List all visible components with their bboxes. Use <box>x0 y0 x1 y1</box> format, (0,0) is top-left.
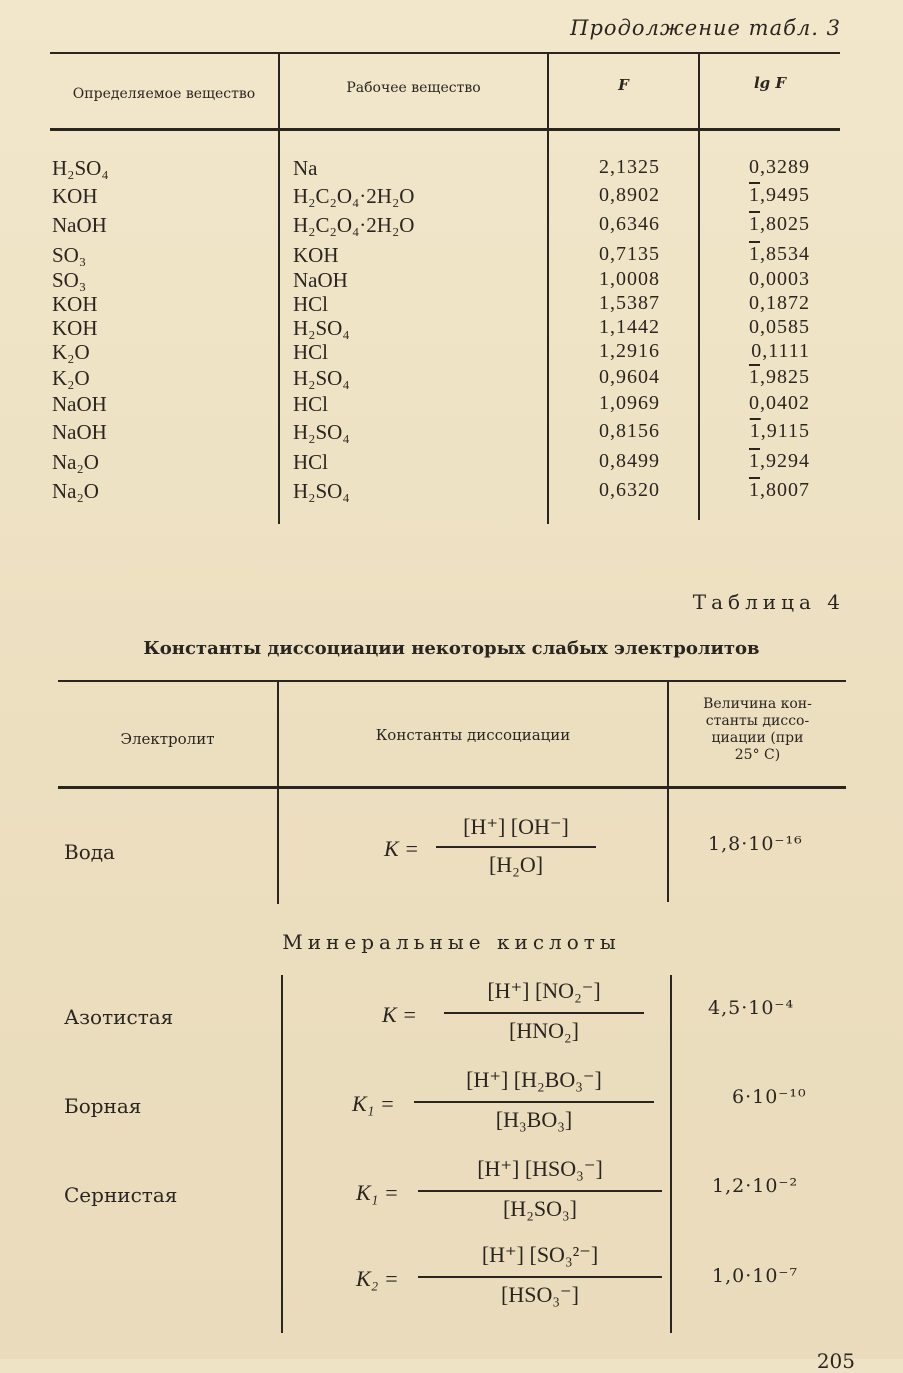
formula-water <box>380 812 620 882</box>
cell-f-value: 0,7135 <box>599 243 660 265</box>
formula-lhs: K = <box>384 836 420 861</box>
cell-determined-substance: Na₂O <box>52 479 99 503</box>
cell-determined-substance: SO₃ <box>52 268 87 292</box>
table-row <box>0 156 903 184</box>
formula-denominator: [HSO₃⁻] <box>501 1282 579 1307</box>
cell-determined-substance: KOH <box>52 184 98 208</box>
formula-lhs: K₁ = <box>352 1091 395 1116</box>
cell-lgf-value: 1,8007 <box>749 479 810 501</box>
table4-header-electrolyte: Электролит <box>120 730 215 748</box>
table-row <box>0 420 903 448</box>
table4-col-divider-1b <box>281 975 283 1333</box>
section-mineral-acids: Минеральные кислоты <box>282 930 621 954</box>
cell-determined-substance: NaOH <box>52 392 107 416</box>
cell-determined-substance: K₂O <box>52 366 90 390</box>
formula-numerator: [H⁺] [NO₂⁻] <box>487 978 601 1003</box>
cell-working-substance: HCl <box>293 292 329 316</box>
formula-lhs: K₂ = <box>356 1266 399 1291</box>
fraction-bar <box>414 1101 654 1103</box>
cell-lgf-value: 0,0003 <box>749 268 810 290</box>
constant-value: 4,5·10⁻⁴ <box>708 997 795 1019</box>
cell-working-substance: KOH <box>293 243 339 267</box>
formula-denominator: [H₂SO₃] <box>502 1196 577 1221</box>
cell-working-substance: Na <box>293 156 318 180</box>
table4-col-divider-1 <box>277 682 279 904</box>
cell-working-substance: H₂SO₄ <box>293 316 350 340</box>
table-row <box>0 366 903 394</box>
cell-determined-substance: KOH <box>52 316 98 340</box>
cell-lgf-value: 0,3289 <box>749 156 810 178</box>
cell-f-value: 2,1325 <box>599 156 660 178</box>
cell-determined-substance: K₂O <box>52 340 90 364</box>
table3-header-rule <box>50 128 840 131</box>
table4-label: Таблица 4 <box>692 590 845 614</box>
cell-lgf-value: 1,8025 <box>749 213 810 235</box>
cell-lgf-value: 1,9495 <box>749 184 810 206</box>
cell-f-value: 1,0969 <box>599 392 660 414</box>
formula-lhs: K₁ = <box>356 1180 399 1205</box>
formula-numerator: [H⁺] [HSO₃⁻] <box>477 1156 603 1181</box>
cell-lgf-value: 1,8534 <box>749 243 810 265</box>
constant-value: 1,2·10⁻² <box>712 1175 799 1197</box>
table3-header-lgf: lg F <box>753 74 787 92</box>
cell-f-value: 0,6320 <box>599 479 660 501</box>
cell-f-value: 1,5387 <box>599 292 660 314</box>
cell-f-value: 0,8902 <box>599 184 660 206</box>
cell-determined-substance: KOH <box>52 292 98 316</box>
table4-top-rule <box>58 680 846 682</box>
electrolyte-name: Азотистая <box>64 1005 174 1029</box>
cell-lgf-value: 1,9294 <box>749 450 810 472</box>
table3-header-f: F <box>618 76 629 94</box>
cell-f-value: 1,1442 <box>599 316 660 338</box>
electrolyte-name: Борная <box>64 1094 142 1118</box>
electrolyte-name: Сернистая <box>64 1183 178 1207</box>
formula <box>356 1154 670 1230</box>
formula-lhs: K = <box>382 1002 418 1027</box>
cell-f-value: 0,8499 <box>599 450 660 472</box>
table-row <box>0 213 903 241</box>
cell-f-value: 0,6346 <box>599 213 660 235</box>
cell-working-substance: H₂SO₄ <box>293 420 350 444</box>
constant-value: 1,0·10⁻⁷ <box>712 1265 799 1287</box>
cell-lgf-value: 0,0402 <box>749 392 810 414</box>
table4-title: Константы диссоциации некоторых слабых электролитов <box>143 638 760 659</box>
table4-header-value <box>669 696 846 764</box>
formula-denominator: [HNO₂] <box>509 1018 579 1043</box>
table-row <box>0 450 903 478</box>
table4-header-constants: Константы диссоциации <box>375 726 571 744</box>
formula <box>382 976 652 1052</box>
cell-f-value: 1,2916 <box>599 340 660 362</box>
table-row <box>0 184 903 212</box>
cell-working-substance: HCl <box>293 392 329 416</box>
table-row <box>0 340 903 368</box>
formula-denominator: [H₃BO₃] <box>495 1107 573 1132</box>
table4-header-value-line-3: циации (при <box>711 730 804 746</box>
cell-working-substance: HCl <box>293 450 329 474</box>
table4-header-value-line-1: Величина кон- <box>703 696 812 712</box>
cell-f-value: 0,9604 <box>599 366 660 388</box>
formula-numerator: [H⁺] [OH⁻] <box>463 814 569 839</box>
cell-working-substance: H₂C₂O₄·2H₂O <box>293 213 415 237</box>
fraction-bar <box>418 1190 662 1192</box>
cell-working-substance: HCl <box>293 340 329 364</box>
fraction-bar <box>444 1012 644 1014</box>
cell-f-value: 1,0008 <box>599 268 660 290</box>
formula <box>356 1240 670 1316</box>
table3-header-working: Рабочее вещество <box>346 80 481 96</box>
constant-value-water: 1,8·10⁻¹⁶ <box>708 833 803 855</box>
table3-top-rule <box>50 52 840 54</box>
cell-working-substance: H₂SO₄ <box>293 366 350 390</box>
table4-col-divider-2b <box>670 975 672 1333</box>
continuation-label: Продолжение табл. 3 <box>570 16 841 40</box>
cell-lgf-value: 0,0585 <box>749 316 810 338</box>
cell-working-substance: H₂SO₄ <box>293 479 350 503</box>
cell-determined-substance: Na₂O <box>52 450 99 474</box>
table4-header-rule <box>58 786 846 789</box>
cell-lgf-value: 1,9825 <box>749 366 810 388</box>
table-row <box>0 479 903 507</box>
cell-determined-substance: H₂SO₄ <box>52 156 109 180</box>
fraction-bar <box>436 846 596 848</box>
cell-determined-substance: NaOH <box>52 420 107 444</box>
table-row <box>0 243 903 271</box>
page-number: 205 <box>816 1349 855 1373</box>
cell-lgf-value: 0,1111 <box>751 340 810 362</box>
formula-numerator: [H⁺] [H₂BO₃⁻] <box>466 1067 602 1092</box>
table-row <box>0 392 903 420</box>
cell-determined-substance: SO₃ <box>52 243 87 267</box>
cell-working-substance: H₂C₂O₄·2H₂O <box>293 184 415 208</box>
table3-header-determined: Определяемое вещество <box>72 86 256 102</box>
cell-f-value: 0,8156 <box>599 420 660 442</box>
cell-working-substance: NaOH <box>293 268 348 292</box>
electrolyte-water: Вода <box>64 840 115 864</box>
formula-denominator: [H₂O] <box>488 852 544 877</box>
formula-numerator: [H⁺] [SO₃²⁻] <box>481 1242 599 1267</box>
table4-header-value-line-4: 25° С) <box>734 747 781 763</box>
table4-header-value-line-2: станты диссо- <box>705 713 810 729</box>
cell-lgf-value: 0,1872 <box>749 292 810 314</box>
fraction-bar <box>418 1276 662 1278</box>
constant-value: 6·10⁻¹⁰ <box>732 1086 807 1108</box>
cell-determined-substance: NaOH <box>52 213 107 237</box>
cell-lgf-value: 1,9115 <box>749 420 810 442</box>
formula <box>352 1065 662 1141</box>
